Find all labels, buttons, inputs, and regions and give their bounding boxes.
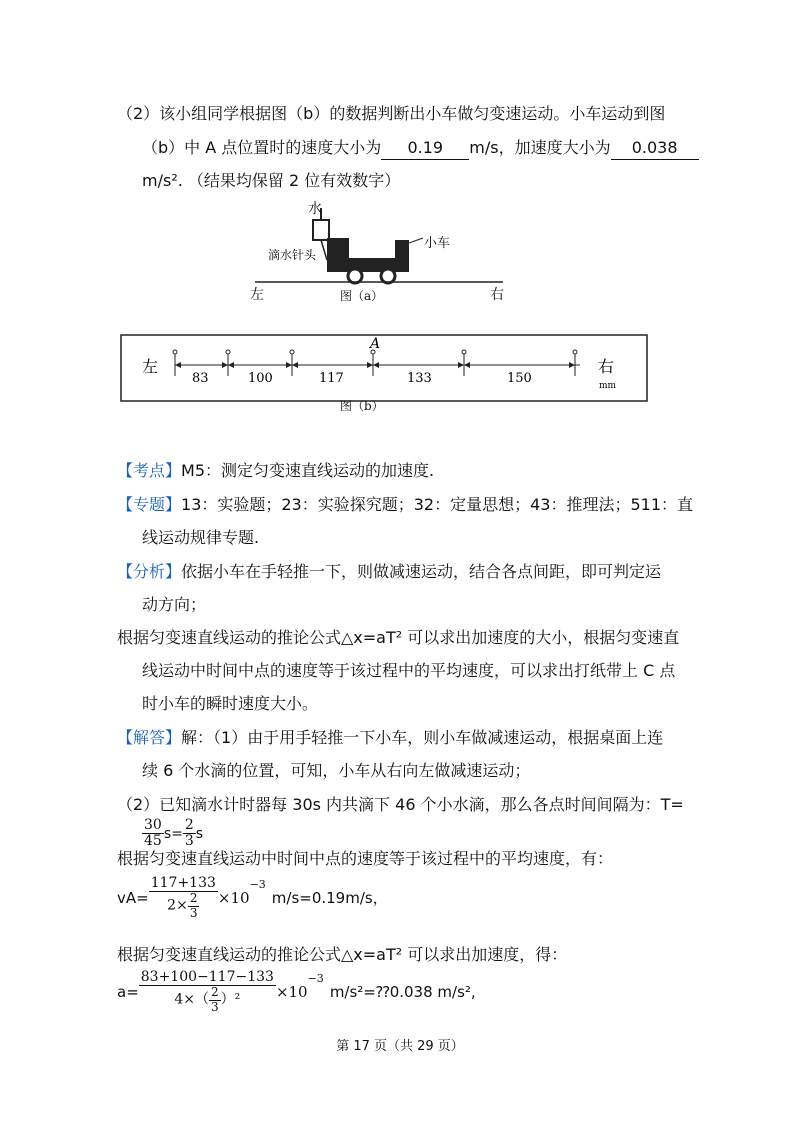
zhuanti-line2: 线运动规律专题. <box>142 528 260 547</box>
jieda-line2: 续 6 个水滴的位置，可知，小车从右向左做减速运动； <box>142 761 531 780</box>
fenxi-line1 <box>117 561 661 583</box>
interval-5: 150 <box>507 371 532 386</box>
label-left-a: 左 <box>250 287 264 303</box>
fenxi-tag: 【分析】 <box>117 562 182 581</box>
interval-4: 133 <box>407 371 432 386</box>
nozzle-pointer <box>321 240 327 260</box>
label-nozzle: 滴水针头 <box>268 248 317 262</box>
acceleration-formula: a= 83+100−117−133 4×（ $\frac{2}{3}$ ）² $\times 10^{-3}m/s^2=⁇0.038$ m/s², <box>117 969 476 1014</box>
water-container <box>313 220 329 240</box>
cart-back <box>395 240 409 272</box>
interval-1: 83 <box>192 371 209 386</box>
period-formula: $\frac{30}{45}$ s= $\frac{2}{3}$ s <box>144 817 204 850</box>
fenxi-line2: 动方向； <box>142 595 207 614</box>
cart-wheel-1 <box>348 269 362 283</box>
caption-b: 图（b） <box>340 399 384 413</box>
cart-wheel-2 <box>381 269 395 283</box>
q2-line2-pre: （b）中 A 点位置时的速度大小为 <box>142 138 382 157</box>
fenxi-text1: 依据小车在手轻推一下，则做减速运动，结合各点间距，即可判定运 <box>181 562 662 581</box>
fraction-30-45: $\frac{30}{45}$ <box>144 817 162 850</box>
zhuanti-text1: 13：实验题；23：实验探究题；32：定量思想；43：推理法；511：直 <box>181 495 693 514</box>
q2-line1: （2）该小组同学根据图（b）的数据判断出小车做匀变速运动。小车运动到图 <box>117 104 666 123</box>
jieda-tag: 【解答】 <box>117 728 182 747</box>
kaodian-text: M5：测定匀变速直线运动的加速度. <box>181 461 435 480</box>
figure-b <box>120 334 648 406</box>
interval-2: 100 <box>248 371 273 386</box>
jieda-line3: （2）已知滴水计时器每 30s 内共滴下 46 个小水滴，那么各点时间间隔为：T= <box>117 795 684 814</box>
q2-line3: m/s². （结果均保留 2 位有效数字） <box>142 171 401 190</box>
interval-3: 117 <box>319 371 344 386</box>
fenxi-line5: 时小车的瞬时速度大小。 <box>142 694 319 713</box>
velocity-fraction: 117+133 2× $\frac{2}{3}$ <box>150 875 216 920</box>
cart-front <box>327 238 349 272</box>
acceleration-fraction: 83+100−117−133 4×（ $\frac{2}{3}$ ）² <box>140 969 274 1014</box>
jieda-line4: 根据匀变速直线运动中时间中点的速度等于该过程中的平均速度，有： <box>117 849 614 868</box>
answer-velocity: 0.19 <box>381 137 469 160</box>
kaodian-tag: 【考点】 <box>117 461 182 480</box>
fenxi-line4: 线运动中时间中点的速度等于该过程中的平均速度，可以求出打纸带上 C 点 <box>142 661 676 680</box>
q2-line2-mid: m/s，加速度大小为 <box>469 138 611 157</box>
velocity-formula: vA= 117+133 2× $\frac{2}{3}$ $\times 10^{-3}m/s=0.19m/s$， <box>117 875 388 920</box>
label-right-a: 右 <box>490 287 504 303</box>
page-footer: 第 17 页（共 29 页） <box>336 1039 464 1054</box>
point-a-label: A <box>370 336 381 352</box>
tape-frame <box>121 335 647 401</box>
jieda-text1: 解：（1）由于用手轻推一下小车，则小车做减速运动，根据桌面上连 <box>181 728 664 747</box>
zhuanti-line1 <box>117 494 693 516</box>
fenxi-line3: 根据匀变速直线运动的推论公式△x=aT² 可以求出加速度的大小，根据匀变速直 <box>117 628 680 647</box>
jieda-line5: 根据匀变速直线运动的推论公式△x=aT² 可以求出加速度，得： <box>117 945 568 964</box>
zhuanti-tag: 【专题】 <box>117 495 182 514</box>
car-pointer <box>409 238 423 243</box>
q2-line2 <box>142 137 699 160</box>
kaodian-line <box>117 460 434 482</box>
label-water: 水 <box>308 201 322 217</box>
answer-acceleration: 0.038 <box>611 137 699 160</box>
jieda-line1 <box>117 727 663 749</box>
fraction-2-3: $\frac{2}{3}$ <box>184 817 194 850</box>
label-right-b: 右 <box>598 357 615 376</box>
label-car: 小车 <box>424 236 451 251</box>
caption-a: 图（a） <box>340 289 384 303</box>
unit-label: mm <box>599 381 617 391</box>
label-left-b: 左 <box>142 357 159 376</box>
